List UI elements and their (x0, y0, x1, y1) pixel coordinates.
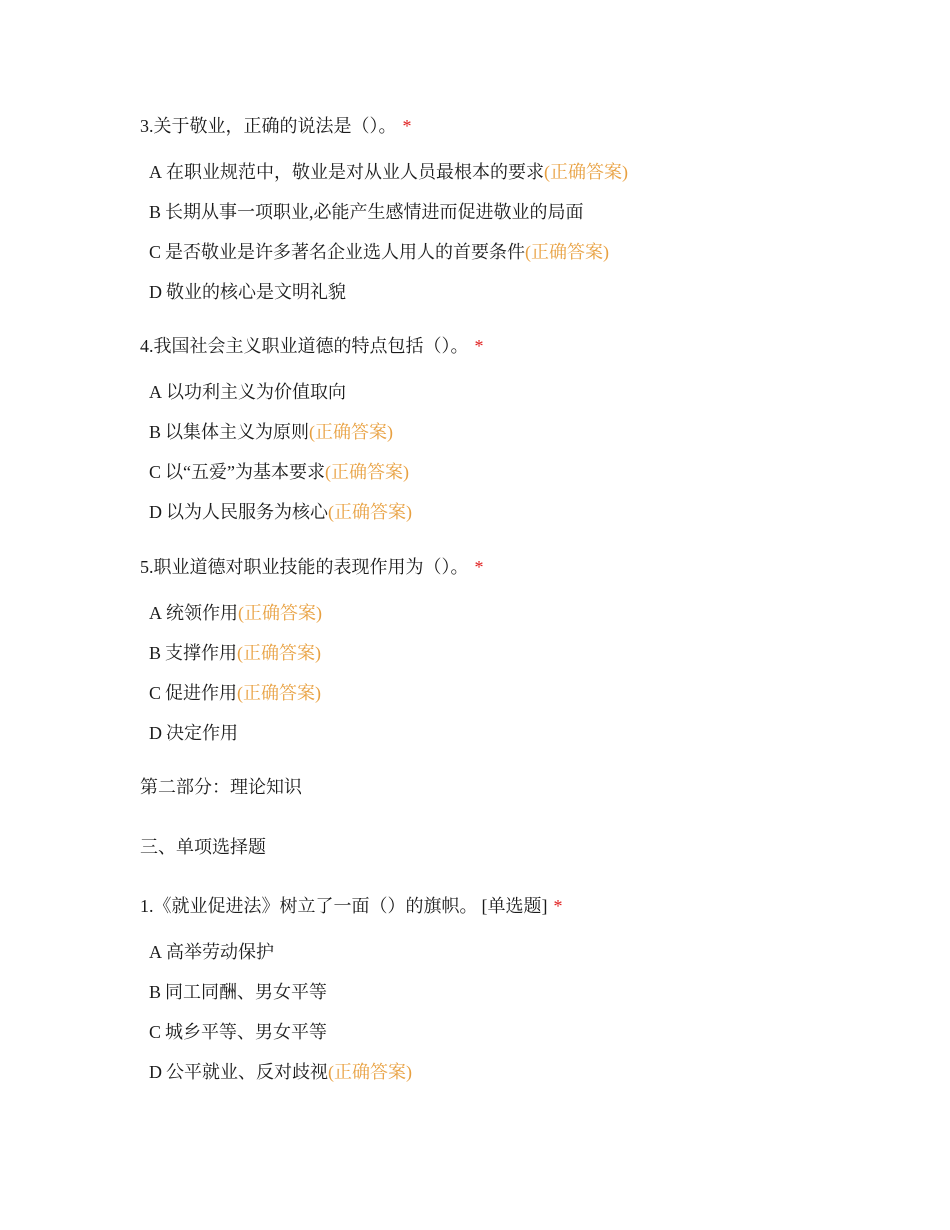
question-title (140, 555, 900, 579)
option-text: 统领作用 (166, 603, 238, 623)
option-text: 以为人民服务为核心 (166, 502, 328, 522)
correct-answer-marker: (正确答案) (328, 1062, 412, 1082)
option-text: 是否敬业是许多著名企业选人用人的首要条件 (165, 242, 526, 262)
option-b[interactable] (149, 420, 900, 444)
correct-answer-marker: (正确答案) (328, 502, 412, 522)
option-letter: C (149, 683, 162, 703)
option-b[interactable] (149, 200, 900, 224)
option-text: 城乡平等、男女平等 (165, 1022, 328, 1042)
option-c[interactable] (149, 460, 900, 484)
option-letter: D (149, 502, 162, 522)
option-list (140, 940, 900, 1084)
option-letter: D (149, 282, 162, 302)
option-text: 决定作用 (166, 723, 238, 743)
option-c[interactable] (149, 1020, 900, 1044)
option-letter: A (149, 382, 162, 402)
option-text: 敬业的核心是文明礼貌 (166, 282, 346, 302)
option-letter: A (149, 942, 162, 962)
option-text: 以功利主义为价值取向 (166, 382, 346, 402)
option-text: 公平就业、反对歧视 (166, 1062, 328, 1082)
option-a[interactable] (149, 380, 900, 404)
option-list (140, 601, 900, 745)
option-text: 以集体主义为原则 (165, 422, 310, 442)
option-text: 支撑作用 (165, 643, 238, 663)
correct-answer-marker: (正确答案) (237, 643, 322, 663)
question-3 (140, 114, 900, 320)
option-a[interactable] (149, 940, 900, 964)
section-heading: 三、单项选择题 (140, 837, 266, 857)
option-letter: A (149, 162, 162, 182)
question-4 (140, 334, 900, 540)
option-letter: B (149, 202, 162, 222)
option-letter: B (149, 422, 162, 442)
question-type-label: [单选题] (481, 896, 548, 916)
option-letter: B (149, 982, 162, 1002)
option-letter: D (149, 723, 162, 743)
option-letter: C (149, 242, 162, 262)
required-mark: * (553, 896, 563, 916)
option-d[interactable] (149, 500, 900, 524)
option-c[interactable] (149, 681, 900, 705)
option-letter: C (149, 1022, 162, 1042)
question-text: 5.职业道德对职业技能的表现作用为（）。 (140, 557, 469, 577)
question-title (140, 894, 900, 918)
option-letter: A (149, 603, 162, 623)
option-d[interactable] (149, 280, 900, 304)
option-letter: D (149, 1062, 162, 1082)
question-text: 1.《就业促进法》树立了一面（）的旗帜。 (140, 896, 478, 916)
single-choice-question-1 (140, 894, 900, 1100)
option-d[interactable] (149, 721, 900, 745)
correct-answer-marker: (正确答案) (544, 162, 628, 182)
option-c[interactable] (149, 240, 900, 264)
required-mark: * (402, 116, 412, 136)
option-text: 长期从事一项职业,必能产生感情进而促进敬业的局面 (165, 202, 584, 222)
option-b[interactable] (149, 641, 900, 665)
option-text: 在职业规范中，敬业是对从业人员最根本的要求 (166, 162, 544, 182)
question-title (140, 334, 900, 358)
option-text: 促进作用 (165, 683, 238, 703)
option-a[interactable] (149, 160, 900, 184)
option-a[interactable] (149, 601, 900, 625)
option-letter: B (149, 643, 162, 663)
correct-answer-marker: (正确答案) (325, 462, 409, 482)
correct-answer-marker: (正确答案) (525, 242, 610, 262)
required-mark: * (474, 336, 484, 356)
correct-answer-marker: (正确答案) (238, 603, 322, 623)
option-b[interactable] (149, 980, 900, 1004)
option-d[interactable] (149, 1060, 900, 1084)
option-list (140, 380, 900, 524)
required-mark: * (474, 557, 484, 577)
correct-answer-marker: (正确答案) (309, 422, 394, 442)
question-title (140, 114, 900, 138)
option-letter: C (149, 462, 162, 482)
part-heading: 第二部分：理论知识 (140, 777, 302, 797)
question-text: 3.关于敬业，正确的说法是（）。 (140, 116, 397, 136)
option-text: 高举劳动保护 (166, 942, 274, 962)
option-text: 以“五爱”为基本要求 (165, 462, 325, 482)
correct-answer-marker: (正确答案) (237, 683, 322, 703)
question-5 (140, 555, 900, 761)
option-text: 同工同酬、男女平等 (165, 982, 328, 1002)
option-list (140, 160, 900, 304)
question-text: 4.我国社会主义职业道德的特点包括（）。 (140, 336, 469, 356)
